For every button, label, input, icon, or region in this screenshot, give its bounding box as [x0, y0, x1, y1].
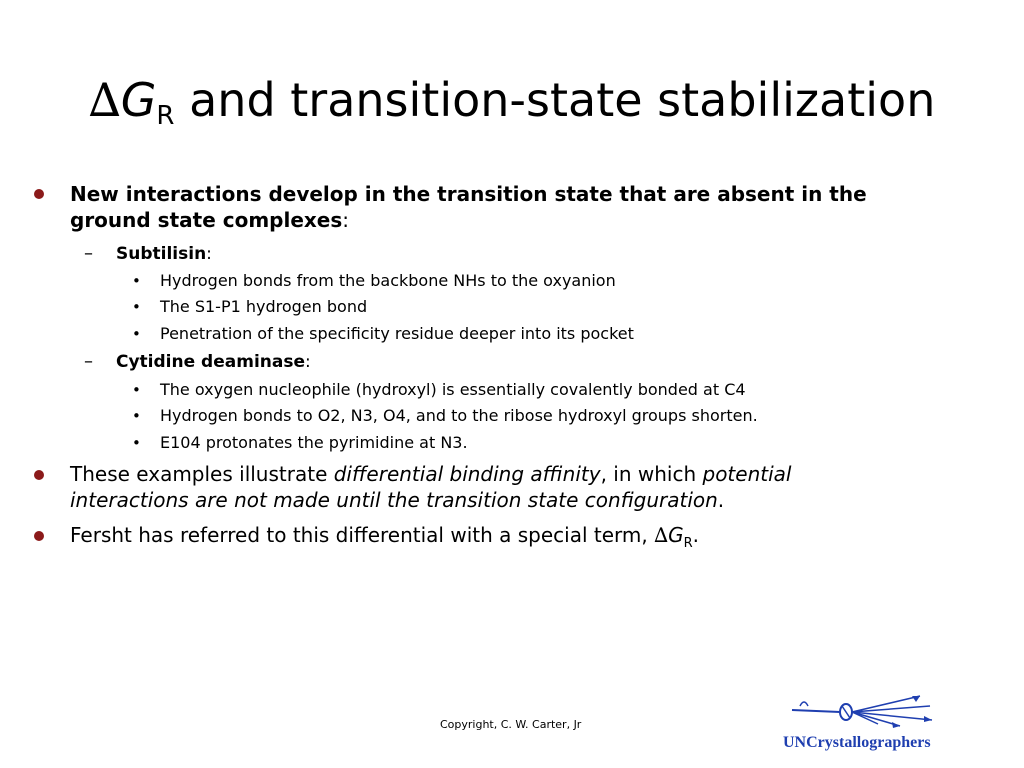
title-g: G — [120, 73, 157, 127]
bullet2-line1 — [70, 461, 968, 487]
bullet2-mid: , in which — [600, 462, 703, 486]
bullet3-line — [70, 522, 968, 551]
subtilisin-label: Subtilisin — [116, 244, 207, 264]
bullet3-delta: ∆ — [654, 523, 669, 547]
bullet2-ital2: potential — [702, 462, 792, 486]
cytidine-item: The oxygen nucleophile (hydroxyl) is essentially covalently bonded at C4 — [160, 380, 746, 399]
sub-bullet-dot: • — [132, 298, 141, 316]
subtilisin-item: Hydrogen bonds from the backbone NHs to the oxyanion — [160, 271, 616, 290]
cytidine-item: E104 protonates the pyrimidine at N3. — [160, 433, 468, 452]
cytidine-tail: : — [305, 352, 311, 372]
sub-bullet-dot: • — [132, 407, 141, 425]
bullet1-line2-tail: : — [342, 208, 350, 232]
bullet3-pre: Fersht has referred to this differential with a special term, — [70, 523, 655, 547]
bullet1-line2-bold: ground state complexes — [70, 208, 343, 232]
sub-bullet-dot: • — [132, 325, 141, 343]
bullet2-pre: These examples illustrate — [70, 462, 334, 486]
subtilisin-item: The S1-P1 hydrogen bond — [160, 297, 368, 316]
cytidine-heading — [116, 350, 311, 374]
sub-dash: – — [84, 243, 93, 264]
cytidine-label: Cytidine deaminase — [116, 352, 305, 372]
bullet-dot — [34, 531, 44, 541]
bullet3-g: G — [668, 523, 684, 547]
bullet1-line1: New interactions develop in the transition state that are absent in the — [70, 182, 867, 206]
sub-bullet-dot: • — [132, 381, 141, 399]
subtilisin-heading — [116, 242, 212, 266]
logo-text: UNCrystallographers — [783, 734, 931, 751]
subtilisin-tail: : — [206, 244, 212, 264]
subtilisin-item: Penetration of the specificity residue deeper into its pocket — [160, 324, 634, 343]
title-subscript: R — [156, 101, 175, 131]
bullet-dot — [34, 189, 44, 199]
bullet2-ital1: differential binding affinity — [333, 462, 601, 486]
bullet2-line2-tail: . — [717, 488, 725, 512]
bullet3-tail: . — [692, 523, 699, 547]
bullet1-line2 — [70, 207, 968, 233]
bullet-dot — [34, 470, 44, 480]
copyright-footer: Copyright, C. W. Carter, Jr — [440, 718, 582, 731]
bullet2-line2 — [70, 487, 968, 513]
sub-bullet-dot: • — [132, 272, 141, 290]
title-rest: and transition-state stabilization — [174, 73, 936, 127]
sub-bullet-dot: • — [132, 434, 141, 452]
bullet2-line2-ital: interactions are not made until the transition state configuration — [70, 488, 718, 512]
title-delta: ∆ — [88, 73, 121, 127]
bullet3-subscript: R — [683, 536, 693, 551]
sub-dash: – — [84, 351, 93, 372]
cytidine-item: Hydrogen bonds to O2, N3, O4, and to the ribose hydroxyl groups shorten. — [160, 406, 758, 425]
